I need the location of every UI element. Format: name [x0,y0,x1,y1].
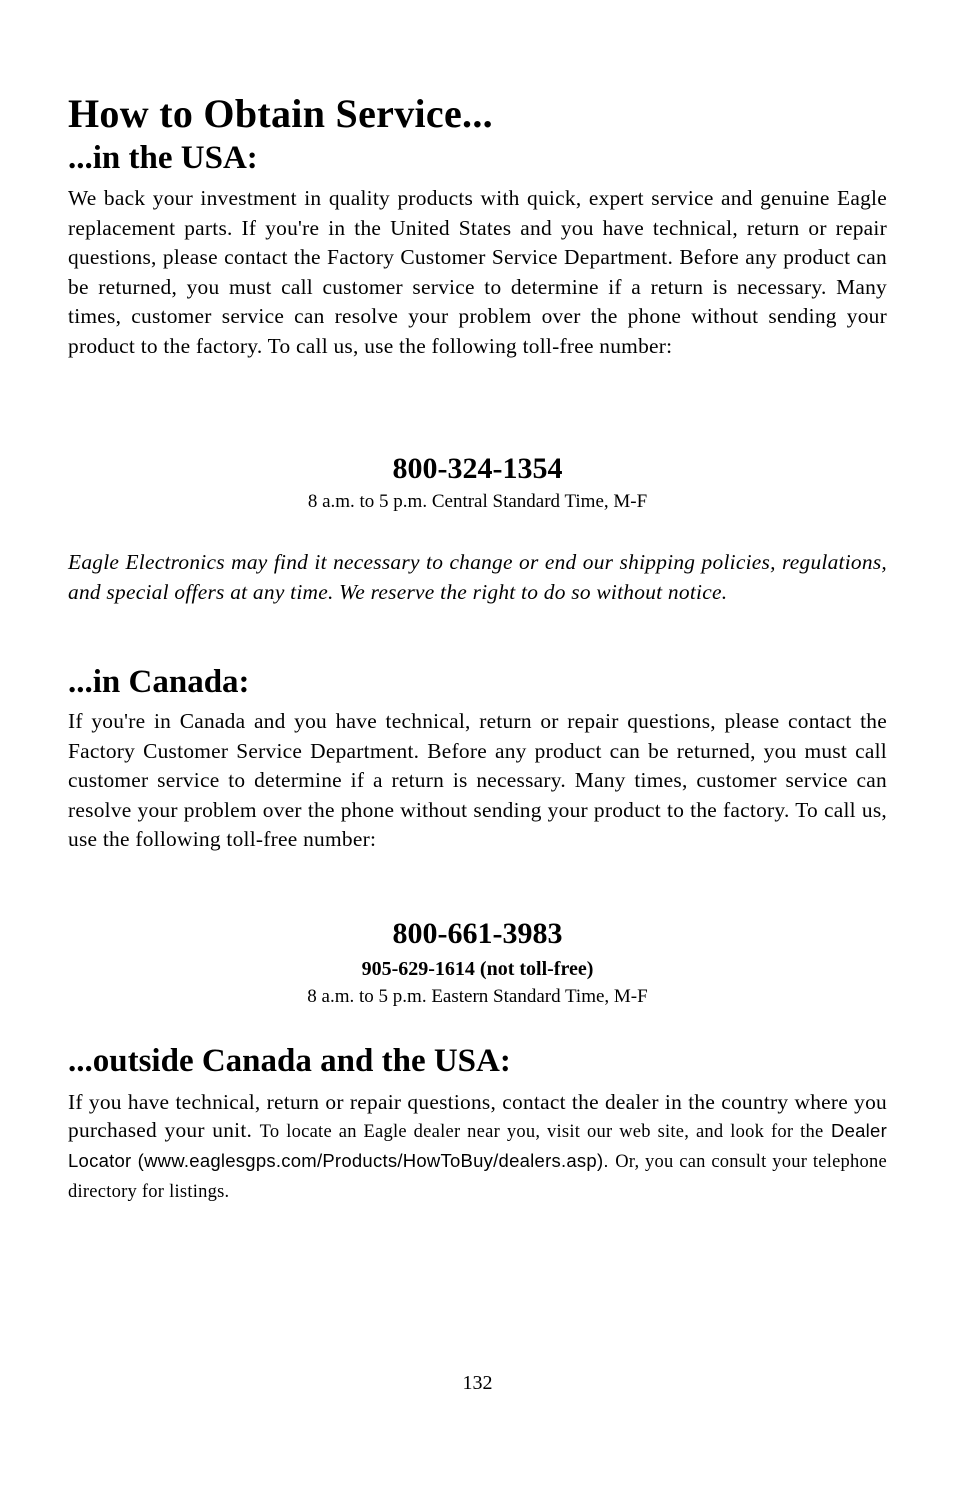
dealer-locator-link[interactable]: Dealer Locator (www.eaglesgps.com/Products/HowToBuy/dealers.asp). [68,1120,887,1171]
page-number: 132 [462,1372,493,1394]
outside-body-small-2: Or, you can consult your telephone directory for listings. [68,1152,888,1202]
usa-hours: 8 a.m. to 5 p.m. Central Standard Time, M-F [307,491,648,512]
outside-body [68,1088,887,1206]
usa-notice: Eagle Electronics may find it necessary to change or end our shipping policies, regulations, and special offers at any time. We reserve the right to do so without notice. [68,550,887,604]
canada-phone: 800-661-3983 [392,917,563,950]
outside-body-small-1: To locate an Eagle dealer near you, visit our web site, and look for the [259,1122,824,1142]
outside-body-start: If you have technical, return or repair questions, contact the dealer in the country where you purchased your unit. [68,1090,887,1142]
usa-phone: 800-324-1354 [392,452,563,485]
outside-heading: ...outside Canada and the USA: [68,1043,511,1079]
canada-phone-alt: 905-629-1614 (not toll-free) [361,958,594,980]
page-title: How to Obtain Service... [68,91,493,136]
canada-hours: 8 a.m. to 5 p.m. Eastern Standard Time, M-F [307,986,648,1007]
canada-heading: ...in Canada: [68,664,250,700]
usa-heading: ...in the USA: [68,140,258,176]
usa-body: We back your investment in quality products with quick, expert service and genuine Eagle replacement parts. If you're in the United States and you have technical, return or repair questions, please contact the Factory Customer Service Department. Before any product can be returned, you must call customer service to determine if a return is necessary. Many times, customer service can resolve your problem over the phone without sending your product to the factory. To call us, use the following toll-free number: [68,186,887,358]
canada-body: If you're in Canada and you have technical, return or repair questions, please contact the Factory Customer Service Department. Before any product can be returned, you must call customer service to determine if a return is necessary. Many times, customer service can resolve your problem over the phone without sending your product to the factory. To call us, use the following toll-free number: [68,709,887,851]
